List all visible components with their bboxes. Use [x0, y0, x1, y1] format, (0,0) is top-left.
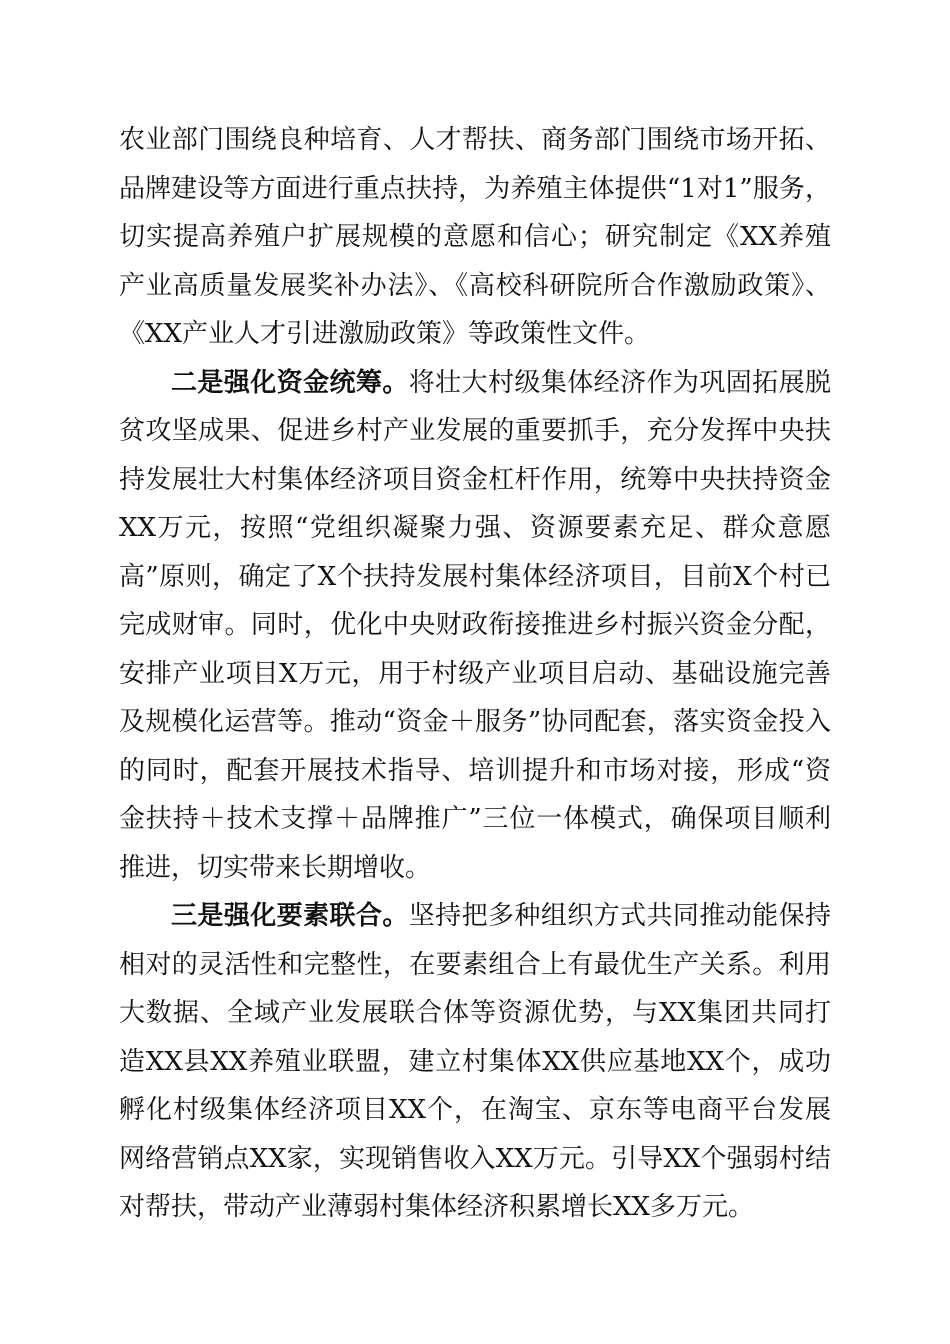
paragraph-text: 坚持把多种组织方式共同推动能保持相对的灵活性和完整性，在要素组合上有最优生产关系。利用大数据、全域产业发展联合体等资源优势，与XX集团共同打造XX县XX养殖业联盟，建立村集体XX供应基地XX个，成功孵化村级集体经济项目XX个，在淘宝、京东等电商平台发展网络营销点XX家，实现销售收入XX万元。引导XX个强弱村结对帮扶，带动产业薄弱村集体经济积累增长XX多万元。: [119, 901, 831, 1222]
paragraph-funding: [119, 359, 831, 893]
paragraph-continuation: [119, 116, 831, 359]
paragraph-heading: 二是强化资金统筹。: [171, 367, 409, 398]
paragraph-text: 将壮大村级集体经济作为巩固拓展脱贫攻坚成果、促进乡村产业发展的重要抓手，充分发挥中央扶持发展壮大村集体经济项目资金杠杆作用，统筹中央扶持资金XX万元，按照“党组织凝聚力强、资源要素充足、群众意愿高”原则，确定了X个扶持发展村集体经济项目，目前X个村已完成财审。同时，优化中央财政衔接推进乡村振兴资金分配，安排产业项目X万元，用于村级产业项目启动、基础设施完善及规模化运营等。推动“资金＋服务”协同配套，落实资金投入的同时，配套开展技术指导、培训提升和市场对接，形成“资金扶持＋技术支撑＋品牌推广”三位一体模式，确保项目顺利推进，切实带来长期增收。: [119, 367, 831, 883]
paragraph-text: 农业部门围绕良种培育、人才帮扶、商务部门围绕市场开拓、品牌建设等方面进行重点扶持，为养殖主体提供“1对1”服务，切实提高养殖户扩展规模的意愿和信心；研究制定《XX养殖产业高质量发展奖补办法》、《高校科研院所合作激励政策》、《XX产业人才引进激励政策》等政策性文件。: [119, 125, 831, 349]
paragraph-factors: [119, 892, 831, 1232]
paragraph-heading: 三是强化要素联合。: [171, 901, 409, 931]
document-body: [119, 116, 831, 1232]
